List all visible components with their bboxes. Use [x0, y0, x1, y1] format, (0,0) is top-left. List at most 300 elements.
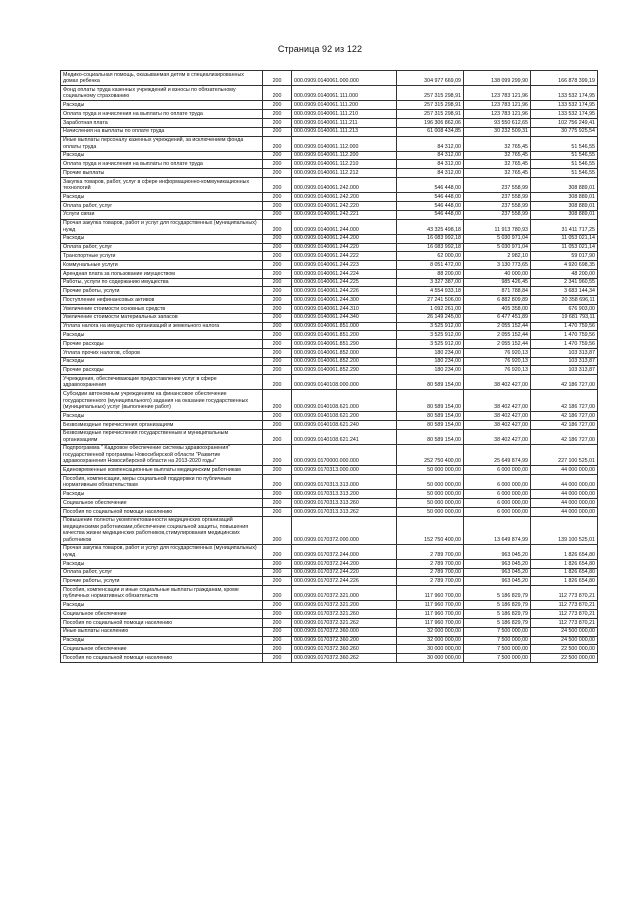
row-kbk: 000.0909.0170372.321.262	[292, 618, 397, 627]
row-unexecuted: 308 889,01	[531, 178, 598, 193]
row-executed: 2 055 152,44	[464, 340, 531, 349]
row-kbk: 000.0909.0140061.112.212	[292, 169, 397, 178]
row-name: Расходы	[61, 151, 263, 160]
table-row	[61, 136, 598, 151]
row-kbk: 000.0909.0140061.244.225	[292, 278, 397, 287]
row-unexecuted: 44 000 000,00	[531, 466, 598, 475]
table-row	[61, 390, 598, 412]
row-unexecuted: 20 358 696,11	[531, 296, 598, 305]
row-executed: 2 982,10	[464, 252, 531, 261]
table-row	[61, 475, 598, 490]
row-name: Иные выплаты населению	[61, 627, 263, 636]
row-name: Социальное обеспечение	[61, 645, 263, 654]
row-executed: 237 558,99	[464, 193, 531, 202]
row-code: 200	[263, 627, 292, 636]
row-code: 200	[263, 261, 292, 270]
row-unexecuted: 11 053 021,14	[531, 243, 598, 252]
table-row	[61, 340, 598, 349]
row-code: 200	[263, 296, 292, 305]
row-approved: 27 241 506,00	[397, 296, 464, 305]
row-executed: 76 920,13	[464, 348, 531, 357]
row-name: Прочие выплаты	[61, 169, 263, 178]
row-code: 200	[263, 322, 292, 331]
row-executed: 5 186 829,79	[464, 610, 531, 619]
row-approved: 16 083 992,18	[397, 243, 464, 252]
row-executed: 871 788,84	[464, 287, 531, 296]
table-row	[61, 287, 598, 296]
row-executed: 123 783 121,96	[464, 86, 531, 101]
row-unexecuted: 11 053 021,14	[531, 234, 598, 243]
row-executed: 123 783 121,96	[464, 101, 531, 110]
row-approved: 180 234,00	[397, 348, 464, 357]
table-row	[61, 261, 598, 270]
row-code: 200	[263, 348, 292, 357]
row-code: 200	[263, 234, 292, 243]
table-row	[61, 331, 598, 340]
row-kbk: 000.0909.0170372.321.000	[292, 586, 397, 601]
row-executed: 985 426,45	[464, 278, 531, 287]
row-unexecuted: 112 773 870,21	[531, 601, 598, 610]
row-executed: 405 358,00	[464, 305, 531, 314]
table-row	[61, 193, 598, 202]
row-kbk: 000.0909.0140108.621.240	[292, 420, 397, 429]
row-kbk: 000.0909.0170313.313.260	[292, 499, 397, 508]
row-approved: 26 149 245,00	[397, 313, 464, 322]
table-row	[61, 429, 598, 444]
row-unexecuted: 24 500 000,00	[531, 636, 598, 645]
row-kbk: 000.0909.0140061.000.000	[292, 71, 397, 86]
table-row	[61, 322, 598, 331]
row-code: 200	[263, 151, 292, 160]
row-approved: 3 525 912,00	[397, 340, 464, 349]
table-row	[61, 118, 598, 127]
table-row	[61, 499, 598, 508]
row-approved: 117 960 700,00	[397, 618, 464, 627]
row-code: 200	[263, 444, 292, 466]
row-unexecuted: 103 313,87	[531, 357, 598, 366]
row-unexecuted: 112 773 870,21	[531, 618, 598, 627]
row-unexecuted: 42 186 727,00	[531, 375, 598, 390]
row-name: Прочие работы, услуги	[61, 287, 263, 296]
row-executed: 2 055 152,44	[464, 331, 531, 340]
row-executed: 76 920,13	[464, 366, 531, 375]
row-name: Оплата труда и начисления на выплаты по оплате труда	[61, 110, 263, 119]
row-executed: 6 000 000,00	[464, 475, 531, 490]
row-unexecuted: 24 500 000,00	[531, 627, 598, 636]
table-row	[61, 559, 598, 568]
row-kbk: 000.0909.0140061.851.290	[292, 340, 397, 349]
row-executed: 6 477 451,89	[464, 313, 531, 322]
row-executed: 32 765,45	[464, 136, 531, 151]
table-row	[61, 210, 598, 219]
row-code: 200	[263, 601, 292, 610]
row-kbk: 000.0909.0140061.242.200	[292, 193, 397, 202]
table-row	[61, 160, 598, 169]
row-approved: 180 234,00	[397, 366, 464, 375]
table-row	[61, 544, 598, 559]
table-row	[61, 466, 598, 475]
table-row	[61, 348, 598, 357]
table-row	[61, 305, 598, 314]
table-row	[61, 357, 598, 366]
row-code: 200	[263, 645, 292, 654]
row-kbk: 000.0909.0140061.851.000	[292, 322, 397, 331]
row-code: 200	[263, 412, 292, 421]
table-row	[61, 313, 598, 322]
row-name: Расходы	[61, 331, 263, 340]
table-row	[61, 420, 598, 429]
row-code: 200	[263, 305, 292, 314]
row-kbk: 000.0909.0140061.851.200	[292, 331, 397, 340]
row-name: Работы, услуги по содержанию имущества	[61, 278, 263, 287]
row-kbk: 000.0909.0140061.242.000	[292, 178, 397, 193]
row-approved: 117 960 700,00	[397, 601, 464, 610]
row-kbk: 000.0909.0170372.360.000	[292, 627, 397, 636]
table-row	[61, 169, 598, 178]
table-row	[61, 601, 598, 610]
row-code: 200	[263, 252, 292, 261]
row-name: Учреждения, обеспечивающие предоставление услуг в сфере здравоохранения	[61, 375, 263, 390]
row-name: Оплата труда и начисления на выплаты по оплате труда	[61, 160, 263, 169]
row-code: 200	[263, 278, 292, 287]
row-name: Субсидии автономным учреждениям на финансовое обеспечение государственного (муниципального) задания на оказание государственных (муниципальных) услуг (выполнение работ)	[61, 390, 263, 412]
row-kbk: 000.0909.0140108.000.000	[292, 375, 397, 390]
row-unexecuted: 112 773 870,21	[531, 610, 598, 619]
row-approved: 80 589 154,00	[397, 429, 464, 444]
row-unexecuted: 44 000 000,00	[531, 490, 598, 499]
row-kbk: 000.0909.0170372.000.000	[292, 516, 397, 544]
row-approved: 257 315 298,91	[397, 86, 464, 101]
row-code: 200	[263, 269, 292, 278]
row-code: 200	[263, 193, 292, 202]
row-kbk: 000.0909.0140061.852.000	[292, 348, 397, 357]
row-approved: 1 092 261,00	[397, 305, 464, 314]
row-code: 200	[263, 586, 292, 601]
row-name: Безвозмездные перечисления организациям	[61, 420, 263, 429]
row-unexecuted: 44 000 000,00	[531, 475, 598, 490]
row-approved: 61 008 434,85	[397, 127, 464, 136]
table-row	[61, 296, 598, 305]
row-kbk: 000.0909.0140061.111.213	[292, 127, 397, 136]
row-unexecuted: 1 826 654,80	[531, 577, 598, 586]
table-row	[61, 645, 598, 654]
row-kbk: 000.0909.0170372.321.260	[292, 610, 397, 619]
row-code: 200	[263, 516, 292, 544]
row-kbk: 000.0909.0140061.111.211	[292, 118, 397, 127]
row-approved: 84 312,00	[397, 160, 464, 169]
row-code: 200	[263, 86, 292, 101]
row-kbk: 000.0909.0140061.852.200	[292, 357, 397, 366]
table-row	[61, 219, 598, 234]
row-code: 200	[263, 490, 292, 499]
row-executed: 5 186 829,79	[464, 601, 531, 610]
row-executed: 963 045,20	[464, 577, 531, 586]
table-row	[61, 490, 598, 499]
row-name: Расходы	[61, 559, 263, 568]
row-kbk: 000.0909.0140061.244.310	[292, 305, 397, 314]
row-executed: 5 030 971,04	[464, 234, 531, 243]
table-row	[61, 202, 598, 211]
row-unexecuted: 1 826 654,80	[531, 568, 598, 577]
row-name: Заработная плата	[61, 118, 263, 127]
row-approved: 3 525 912,00	[397, 322, 464, 331]
row-kbk: 000.0909.0140061.112.200	[292, 151, 397, 160]
row-executed: 5 186 829,79	[464, 586, 531, 601]
row-unexecuted: 308 889,01	[531, 202, 598, 211]
row-name: Пособия по социальной помощи населению	[61, 654, 263, 663]
row-name: Расходы	[61, 234, 263, 243]
row-code: 200	[263, 331, 292, 340]
row-code: 200	[263, 110, 292, 119]
row-unexecuted: 2 341 960,55	[531, 278, 598, 287]
row-name: Подпрограмма " Кадровое обеспечение системы здравоохранения" государственной программы Новосибирской области "Развитие здравоохранения Новосибирской области на 2013-2020 годы"	[61, 444, 263, 466]
row-kbk: 000.0909.0140061.111.210	[292, 110, 397, 119]
row-approved: 117 960 700,00	[397, 586, 464, 601]
row-approved: 84 312,00	[397, 169, 464, 178]
row-approved: 152 750 400,00	[397, 516, 464, 544]
row-approved: 62 000,00	[397, 252, 464, 261]
row-approved: 50 000 000,00	[397, 490, 464, 499]
table-row	[61, 86, 598, 101]
row-unexecuted: 44 000 000,00	[531, 507, 598, 516]
row-approved: 80 589 154,00	[397, 420, 464, 429]
row-code: 200	[263, 507, 292, 516]
row-kbk: 000.0909.0170372.244.200	[292, 559, 397, 568]
row-code: 200	[263, 127, 292, 136]
table-row	[61, 636, 598, 645]
row-name: Услуги связи	[61, 210, 263, 219]
row-executed: 963 045,20	[464, 544, 531, 559]
row-executed: 38 402 427,00	[464, 412, 531, 421]
row-executed: 2 055 152,44	[464, 322, 531, 331]
row-executed: 138 099 299,90	[464, 71, 531, 86]
row-code: 200	[263, 654, 292, 663]
row-kbk: 000.0909.0140061.111.000	[292, 86, 397, 101]
row-code: 200	[263, 101, 292, 110]
row-approved: 2 789 700,00	[397, 577, 464, 586]
table-row	[61, 568, 598, 577]
row-executed: 7 500 000,00	[464, 645, 531, 654]
row-approved: 80 589 154,00	[397, 375, 464, 390]
row-unexecuted: 51 546,55	[531, 151, 598, 160]
row-kbk: 000.0909.0170313.313.200	[292, 490, 397, 499]
row-code: 200	[263, 466, 292, 475]
row-code: 200	[263, 366, 292, 375]
table-row	[61, 516, 598, 544]
row-executed: 237 558,99	[464, 178, 531, 193]
row-approved: 546 448,00	[397, 202, 464, 211]
row-approved: 80 589 154,00	[397, 412, 464, 421]
row-executed: 38 402 427,00	[464, 390, 531, 412]
row-name: Пособия по социальной помощи населению	[61, 618, 263, 627]
row-name: Пособия, компенсации, меры социальной поддержки по публичным нормативным обязательствам	[61, 475, 263, 490]
row-unexecuted: 51 546,55	[531, 169, 598, 178]
row-name: Социальное обеспечение	[61, 499, 263, 508]
row-executed: 123 783 121,96	[464, 110, 531, 119]
row-approved: 4 554 933,18	[397, 287, 464, 296]
table-row	[61, 627, 598, 636]
row-approved: 546 448,00	[397, 193, 464, 202]
row-code: 200	[263, 357, 292, 366]
row-code: 200	[263, 169, 292, 178]
row-kbk: 000.0909.0170000.000.000	[292, 444, 397, 466]
row-kbk: 000.0909.0140061.852.290	[292, 366, 397, 375]
row-approved: 3 327 387,00	[397, 278, 464, 287]
row-approved: 546 448,00	[397, 210, 464, 219]
row-kbk: 000.0909.0140061.244.223	[292, 261, 397, 270]
row-approved: 30 000 000,00	[397, 654, 464, 663]
row-unexecuted: 308 889,01	[531, 193, 598, 202]
row-name: Расходы	[61, 601, 263, 610]
table-row	[61, 586, 598, 601]
row-name: Коммунальные услуги	[61, 261, 263, 270]
table-row	[61, 507, 598, 516]
row-unexecuted: 102 756 249,41	[531, 118, 598, 127]
table-row	[61, 178, 598, 193]
row-executed: 7 500 000,00	[464, 636, 531, 645]
row-kbk: 000.0909.0140061.244.340	[292, 313, 397, 322]
row-kbk: 000.0909.0140108.621.241	[292, 429, 397, 444]
row-code: 200	[263, 313, 292, 322]
row-kbk: 000.0909.0170313.000.000	[292, 466, 397, 475]
row-approved: 84 312,00	[397, 151, 464, 160]
row-executed: 38 402 427,00	[464, 429, 531, 444]
table-row	[61, 618, 598, 627]
row-approved: 2 789 700,00	[397, 559, 464, 568]
row-approved: 304 977 669,09	[397, 71, 464, 86]
row-kbk: 000.0909.0140061.112.000	[292, 136, 397, 151]
row-approved: 180 234,00	[397, 357, 464, 366]
row-unexecuted: 103 313,87	[531, 366, 598, 375]
row-executed: 32 765,45	[464, 160, 531, 169]
row-name: Оплата работ, услуг	[61, 568, 263, 577]
row-executed: 6 882 809,89	[464, 296, 531, 305]
row-approved: 16 083 992,18	[397, 234, 464, 243]
row-name: Расходы	[61, 193, 263, 202]
row-kbk: 000.0909.0140061.244.222	[292, 252, 397, 261]
row-unexecuted: 42 186 727,00	[531, 390, 598, 412]
row-executed: 237 558,99	[464, 210, 531, 219]
row-executed: 6 000 000,00	[464, 507, 531, 516]
table-row	[61, 444, 598, 466]
row-kbk: 000.0909.0140061.111.200	[292, 101, 397, 110]
row-unexecuted: 308 889,01	[531, 210, 598, 219]
row-code: 200	[263, 390, 292, 412]
table-row	[61, 412, 598, 421]
row-approved: 84 312,00	[397, 136, 464, 151]
table-row	[61, 243, 598, 252]
row-kbk: 000.0909.0170372.360.260	[292, 645, 397, 654]
row-executed: 7 500 000,00	[464, 654, 531, 663]
row-approved: 32 000 000,00	[397, 636, 464, 645]
row-executed: 30 232 509,31	[464, 127, 531, 136]
row-unexecuted: 133 532 174,95	[531, 86, 598, 101]
row-executed: 5 186 829,79	[464, 618, 531, 627]
row-unexecuted: 139 100 525,01	[531, 516, 598, 544]
row-kbk: 000.0909.0140061.112.210	[292, 160, 397, 169]
row-name: Пособия по социальной помощи населению	[61, 507, 263, 516]
row-name: Расходы	[61, 101, 263, 110]
row-unexecuted: 1 826 654,80	[531, 544, 598, 559]
row-unexecuted: 676 903,00	[531, 305, 598, 314]
row-unexecuted: 51 546,55	[531, 160, 598, 169]
row-name: Безвозмездные перечисления государственным и муниципальным организациям	[61, 429, 263, 444]
row-approved: 43 325 498,18	[397, 219, 464, 234]
row-name: Прочая закупка товаров, работ и услуг для государственных (муниципальных) нужд	[61, 544, 263, 559]
page-header: Страница 92 из 122	[277, 44, 363, 54]
row-name: Транспортные услуги	[61, 252, 263, 261]
row-unexecuted: 103 313,87	[531, 348, 598, 357]
row-name: Прочая закупка товаров, работ и услуг для государственных (муниципальных) нужд	[61, 219, 263, 234]
budget-table	[60, 70, 598, 663]
row-name: Поступление нефинансовых активов	[61, 296, 263, 305]
row-unexecuted: 112 773 870,21	[531, 586, 598, 601]
row-name: Оплата работ, услуг	[61, 243, 263, 252]
row-name: Расходы	[61, 357, 263, 366]
row-unexecuted: 48 200,00	[531, 269, 598, 278]
row-unexecuted: 1 470 759,56	[531, 340, 598, 349]
budget-table-body	[61, 71, 598, 663]
row-code: 200	[263, 375, 292, 390]
row-kbk: 000.0909.0170372.360.200	[292, 636, 397, 645]
row-executed: 237 558,99	[464, 202, 531, 211]
row-name: Оплата работ, услуг	[61, 202, 263, 211]
row-unexecuted: 22 500 000,00	[531, 654, 598, 663]
row-code: 200	[263, 202, 292, 211]
row-unexecuted: 227 100 525,01	[531, 444, 598, 466]
row-kbk: 000.0909.0140061.244.224	[292, 269, 397, 278]
row-executed: 13 649 874,99	[464, 516, 531, 544]
row-executed: 32 765,45	[464, 169, 531, 178]
row-approved: 2 789 700,00	[397, 544, 464, 559]
row-code: 200	[263, 577, 292, 586]
row-executed: 6 000 000,00	[464, 490, 531, 499]
row-code: 200	[263, 340, 292, 349]
row-kbk: 000.0909.0170372.244.226	[292, 577, 397, 586]
row-unexecuted: 42 186 727,00	[531, 412, 598, 421]
row-unexecuted: 133 532 174,95	[531, 101, 598, 110]
row-kbk: 000.0909.0140061.242.220	[292, 202, 397, 211]
table-row	[61, 366, 598, 375]
row-code: 200	[263, 544, 292, 559]
row-name: Социальное обеспечение	[61, 610, 263, 619]
row-approved: 8 051 472,00	[397, 261, 464, 270]
row-executed: 93 550 612,65	[464, 118, 531, 127]
row-code: 200	[263, 618, 292, 627]
row-executed: 38 402 427,00	[464, 375, 531, 390]
row-approved: 3 525 912,00	[397, 331, 464, 340]
row-executed: 7 500 000,00	[464, 627, 531, 636]
table-row	[61, 110, 598, 119]
row-kbk: 000.0909.0140061.244.300	[292, 296, 397, 305]
row-approved: 2 789 700,00	[397, 568, 464, 577]
table-row	[61, 654, 598, 663]
row-unexecuted: 30 775 925,54	[531, 127, 598, 136]
row-kbk: 000.0909.0170313.313.000	[292, 475, 397, 490]
table-row	[61, 375, 598, 390]
row-kbk: 000.0909.0170372.244.000	[292, 544, 397, 559]
row-executed: 25 649 874,99	[464, 444, 531, 466]
row-name: Прочие расходы	[61, 340, 263, 349]
row-code: 200	[263, 118, 292, 127]
row-executed: 76 920,13	[464, 357, 531, 366]
row-executed: 6 000 000,00	[464, 499, 531, 508]
row-name: Арендная плата за пользование имуществом	[61, 269, 263, 278]
row-name: Увеличение стоимости основных средств	[61, 305, 263, 314]
row-unexecuted: 22 500 000,00	[531, 645, 598, 654]
row-name: Пособия, компенсации и иные социальные выплаты гражданам, кроме публичных нормативных обязательств	[61, 586, 263, 601]
row-approved: 32 000 000,00	[397, 627, 464, 636]
